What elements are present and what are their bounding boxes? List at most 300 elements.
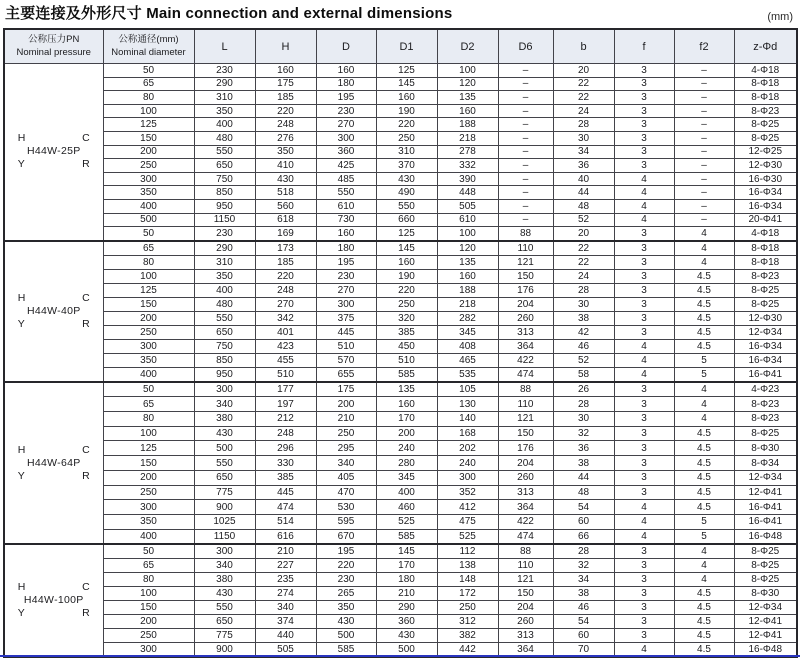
value-cell: 8-Φ30 <box>734 441 797 456</box>
value-cell: 775 <box>194 629 255 643</box>
value-cell: 200 <box>376 426 437 441</box>
value-cell: 500 <box>316 629 376 643</box>
header-nominal-diameter-en: Nominal diameter <box>111 46 186 58</box>
diameter-cell: 125 <box>103 118 194 132</box>
value-cell: 3 <box>614 456 674 471</box>
value-cell: 270 <box>316 118 376 132</box>
value-cell: 530 <box>316 500 376 515</box>
table-row <box>4 441 797 456</box>
diameter-cell: 400 <box>103 367 194 382</box>
value-cell: 30 <box>553 131 614 145</box>
group-label-line: H C <box>17 132 90 145</box>
value-cell: 8-Φ23 <box>734 269 797 283</box>
value-cell: 385 <box>376 325 437 339</box>
value-cell: 66 <box>553 529 614 544</box>
value-cell: 4 <box>674 412 734 427</box>
diameter-cell: 250 <box>103 629 194 643</box>
value-cell: 340 <box>316 456 376 471</box>
value-cell: 160 <box>437 104 498 118</box>
value-cell: 332 <box>437 159 498 173</box>
table-row <box>4 64 797 78</box>
value-cell: – <box>498 186 553 200</box>
value-cell: 16-Φ41 <box>734 514 797 529</box>
value-cell: 340 <box>194 559 255 573</box>
value-cell: 138 <box>437 559 498 573</box>
value-cell: 4.5 <box>674 587 734 601</box>
value-cell: 260 <box>498 470 553 485</box>
value-cell: 148 <box>437 573 498 587</box>
value-cell: 265 <box>316 587 376 601</box>
value-cell: 4.5 <box>674 629 734 643</box>
value-cell: 145 <box>376 241 437 256</box>
value-cell: 52 <box>553 353 614 367</box>
value-cell: 400 <box>194 118 255 132</box>
value-cell: 204 <box>498 601 553 615</box>
group-label-line: H44W-40P <box>26 304 81 317</box>
value-cell: 218 <box>437 297 498 311</box>
header-nominal-pressure <box>4 29 103 64</box>
value-cell: 3 <box>614 426 674 441</box>
value-cell: 3 <box>614 77 674 91</box>
value-cell: – <box>498 199 553 213</box>
value-cell: 12-Φ41 <box>734 615 797 629</box>
value-cell: 220 <box>255 104 316 118</box>
value-cell: 500 <box>194 441 255 456</box>
value-cell: 195 <box>316 91 376 105</box>
value-cell: 374 <box>255 615 316 629</box>
col-header-L: L <box>194 29 255 64</box>
value-cell: 3 <box>614 601 674 615</box>
page-title-en: Main connection and external dimensions <box>146 5 453 22</box>
value-cell: 190 <box>376 269 437 283</box>
value-cell: 4-Φ18 <box>734 64 797 78</box>
table-row <box>4 145 797 159</box>
value-cell: 16-Φ41 <box>734 367 797 382</box>
table-row <box>4 500 797 515</box>
value-cell: 660 <box>376 213 437 227</box>
value-cell: – <box>674 186 734 200</box>
value-cell: 177 <box>255 382 316 397</box>
value-cell: 120 <box>437 77 498 91</box>
value-cell: 3 <box>614 241 674 256</box>
value-cell: 3 <box>614 269 674 283</box>
value-cell: – <box>674 159 734 173</box>
value-cell: 220 <box>376 283 437 297</box>
value-cell: 180 <box>376 573 437 587</box>
value-cell: 3 <box>614 91 674 105</box>
value-cell: 370 <box>376 159 437 173</box>
value-cell: 44 <box>553 470 614 485</box>
value-cell: 650 <box>194 470 255 485</box>
value-cell: 313 <box>498 485 553 500</box>
value-cell: 510 <box>376 353 437 367</box>
value-cell: 274 <box>255 587 316 601</box>
value-cell: 4 <box>674 573 734 587</box>
value-cell: 28 <box>553 118 614 132</box>
header-row <box>4 29 797 64</box>
value-cell: 250 <box>437 601 498 615</box>
value-cell: 220 <box>255 269 316 283</box>
value-cell: 505 <box>437 199 498 213</box>
table-row <box>4 186 797 200</box>
value-cell: 340 <box>194 397 255 412</box>
value-cell: 190 <box>376 104 437 118</box>
table-row <box>4 104 797 118</box>
value-cell: 3 <box>614 118 674 132</box>
value-cell: 470 <box>316 485 376 500</box>
value-cell: 176 <box>498 441 553 456</box>
table-row <box>4 456 797 471</box>
value-cell: 408 <box>437 339 498 353</box>
value-cell: – <box>498 159 553 173</box>
value-cell: 212 <box>255 412 316 427</box>
value-cell: 4 <box>674 382 734 397</box>
value-cell: 4.5 <box>674 311 734 325</box>
col-header-D1: D1 <box>376 29 437 64</box>
pressure-group-label-H44W-64P <box>4 382 103 545</box>
value-cell: 400 <box>376 485 437 500</box>
diameter-cell: 125 <box>103 283 194 297</box>
value-cell: 12-Φ41 <box>734 485 797 500</box>
value-cell: 480 <box>194 131 255 145</box>
value-cell: 5 <box>674 367 734 382</box>
value-cell: 430 <box>376 629 437 643</box>
value-cell: 475 <box>437 514 498 529</box>
diameter-cell: 300 <box>103 500 194 515</box>
value-cell: 88 <box>498 382 553 397</box>
group-label-line: H44W-100P <box>23 594 84 607</box>
value-cell: 364 <box>498 643 553 658</box>
value-cell: 120 <box>437 241 498 256</box>
value-cell: 400 <box>194 283 255 297</box>
value-cell: 474 <box>255 500 316 515</box>
title-bar <box>5 2 795 23</box>
value-cell: 4 <box>614 172 674 186</box>
value-cell: 12-Φ34 <box>734 601 797 615</box>
value-cell: 850 <box>194 353 255 367</box>
value-cell: 4.5 <box>674 426 734 441</box>
value-cell: 121 <box>498 255 553 269</box>
table-row <box>4 172 797 186</box>
value-cell: 340 <box>255 601 316 615</box>
col-header-f2: f2 <box>674 29 734 64</box>
value-cell: 850 <box>194 186 255 200</box>
value-cell: 585 <box>316 643 376 658</box>
table-row <box>4 297 797 311</box>
value-cell: 100 <box>437 64 498 78</box>
value-cell: 385 <box>255 470 316 485</box>
value-cell: 312 <box>437 615 498 629</box>
value-cell: 105 <box>437 382 498 397</box>
value-cell: 4 <box>674 559 734 573</box>
value-cell: 585 <box>376 367 437 382</box>
value-cell: 430 <box>194 587 255 601</box>
pressure-group-label-H44W-100P <box>4 544 103 657</box>
table-row <box>4 397 797 412</box>
value-cell: 510 <box>316 339 376 353</box>
diameter-cell: 100 <box>103 587 194 601</box>
value-cell: 4 <box>614 367 674 382</box>
table-row <box>4 77 797 91</box>
value-cell: 160 <box>255 64 316 78</box>
value-cell: 227 <box>255 559 316 573</box>
value-cell: 150 <box>498 426 553 441</box>
table-row <box>4 514 797 529</box>
value-cell: – <box>674 77 734 91</box>
diameter-cell: 80 <box>103 412 194 427</box>
diameter-cell: 150 <box>103 297 194 311</box>
value-cell: 48 <box>553 485 614 500</box>
diameter-cell: 300 <box>103 643 194 658</box>
table-row <box>4 199 797 213</box>
value-cell: 54 <box>553 615 614 629</box>
value-cell: 8-Φ25 <box>734 544 797 559</box>
value-cell: 4.5 <box>674 269 734 283</box>
value-cell: 8-Φ23 <box>734 412 797 427</box>
value-cell: 300 <box>194 544 255 559</box>
value-cell: – <box>674 199 734 213</box>
value-cell: 270 <box>255 297 316 311</box>
value-cell: 16-Φ48 <box>734 529 797 544</box>
value-cell: 180 <box>316 241 376 256</box>
value-cell: 8-Φ18 <box>734 77 797 91</box>
value-cell: 250 <box>376 297 437 311</box>
value-cell: 230 <box>194 227 255 241</box>
value-cell: 204 <box>498 297 553 311</box>
value-cell: – <box>674 91 734 105</box>
value-cell: 430 <box>255 172 316 186</box>
table-row <box>4 118 797 132</box>
value-cell: – <box>674 145 734 159</box>
table-row <box>4 213 797 227</box>
diameter-cell: 80 <box>103 91 194 105</box>
value-cell: 270 <box>316 283 376 297</box>
value-cell: 8-Φ34 <box>734 456 797 471</box>
value-cell: 4 <box>614 643 674 658</box>
value-cell: 112 <box>437 544 498 559</box>
value-cell: 650 <box>194 325 255 339</box>
value-cell: 135 <box>437 91 498 105</box>
value-cell: 4 <box>674 241 734 256</box>
value-cell: 618 <box>255 213 316 227</box>
table-row <box>4 367 797 382</box>
diameter-cell: 200 <box>103 615 194 629</box>
value-cell: 185 <box>255 91 316 105</box>
value-cell: 4 <box>614 514 674 529</box>
value-cell: 3 <box>614 412 674 427</box>
value-cell: 230 <box>316 104 376 118</box>
value-cell: 3 <box>614 397 674 412</box>
value-cell: 350 <box>194 269 255 283</box>
value-cell: 160 <box>376 255 437 269</box>
value-cell: 30 <box>553 297 614 311</box>
group-label-line: H C <box>17 581 90 594</box>
value-cell: 28 <box>553 283 614 297</box>
value-cell: 310 <box>194 255 255 269</box>
diameter-cell: 65 <box>103 241 194 256</box>
group-label-line: Y R <box>17 469 90 482</box>
value-cell: 490 <box>376 186 437 200</box>
value-cell: 4 <box>674 544 734 559</box>
value-cell: 440 <box>255 629 316 643</box>
diameter-cell: 100 <box>103 426 194 441</box>
value-cell: 121 <box>498 412 553 427</box>
value-cell: 16-Φ41 <box>734 500 797 515</box>
value-cell: 176 <box>498 283 553 297</box>
value-cell: 4.5 <box>674 456 734 471</box>
value-cell: 248 <box>255 118 316 132</box>
value-cell: 135 <box>376 382 437 397</box>
dimensions-table <box>3 28 798 658</box>
value-cell: 1150 <box>194 529 255 544</box>
value-cell: 550 <box>316 186 376 200</box>
value-cell: 4 <box>614 213 674 227</box>
value-cell: 38 <box>553 587 614 601</box>
value-cell: 422 <box>498 353 553 367</box>
diameter-cell: 50 <box>103 382 194 397</box>
value-cell: 195 <box>316 255 376 269</box>
value-cell: 8-Φ23 <box>734 104 797 118</box>
diameter-cell: 350 <box>103 353 194 367</box>
diameter-cell: 50 <box>103 64 194 78</box>
table-row <box>4 629 797 643</box>
value-cell: 570 <box>316 353 376 367</box>
diameter-cell: 500 <box>103 213 194 227</box>
value-cell: 38 <box>553 456 614 471</box>
value-cell: 296 <box>255 441 316 456</box>
col-header-z-d: z-Φd <box>734 29 797 64</box>
value-cell: 145 <box>376 77 437 91</box>
value-cell: 248 <box>255 283 316 297</box>
value-cell: 22 <box>553 255 614 269</box>
value-cell: 220 <box>376 118 437 132</box>
value-cell: 110 <box>498 397 553 412</box>
value-cell: 3 <box>614 255 674 269</box>
diameter-cell: 100 <box>103 269 194 283</box>
diameter-cell: 200 <box>103 470 194 485</box>
value-cell: 4.5 <box>674 470 734 485</box>
unit-label: (mm) <box>767 11 793 23</box>
value-cell: 750 <box>194 172 255 186</box>
value-cell: 610 <box>316 199 376 213</box>
value-cell: – <box>674 64 734 78</box>
value-cell: 8-Φ23 <box>734 397 797 412</box>
value-cell: 54 <box>553 500 614 515</box>
value-cell: 4 <box>674 227 734 241</box>
value-cell: 3 <box>614 441 674 456</box>
value-cell: 320 <box>376 311 437 325</box>
value-cell: 280 <box>376 456 437 471</box>
header-nominal-diameter-zh: 公称通径(mm) <box>118 34 179 46</box>
value-cell: 430 <box>194 426 255 441</box>
table-row <box>4 91 797 105</box>
value-cell: – <box>498 104 553 118</box>
diameter-cell: 150 <box>103 456 194 471</box>
value-cell: 3 <box>614 470 674 485</box>
value-cell: 235 <box>255 573 316 587</box>
value-cell: 465 <box>437 353 498 367</box>
value-cell: 401 <box>255 325 316 339</box>
value-cell: 130 <box>437 397 498 412</box>
value-cell: 38 <box>553 311 614 325</box>
value-cell: 390 <box>437 172 498 186</box>
diameter-cell: 150 <box>103 601 194 615</box>
table-row <box>4 241 797 256</box>
value-cell: 12-Φ30 <box>734 311 797 325</box>
value-cell: 52 <box>553 213 614 227</box>
value-cell: 4.5 <box>674 339 734 353</box>
table-row <box>4 255 797 269</box>
value-cell: 135 <box>437 255 498 269</box>
value-cell: 775 <box>194 485 255 500</box>
value-cell: 300 <box>194 382 255 397</box>
value-cell: 3 <box>614 131 674 145</box>
value-cell: – <box>498 172 553 186</box>
value-cell: 300 <box>316 297 376 311</box>
value-cell: 350 <box>255 145 316 159</box>
group-label-line: Y R <box>17 317 90 330</box>
value-cell: 8-Φ25 <box>734 118 797 132</box>
page-title <box>5 2 452 23</box>
value-cell: 3 <box>614 325 674 339</box>
value-cell: 3 <box>614 297 674 311</box>
table-row <box>4 412 797 427</box>
value-cell: 240 <box>437 456 498 471</box>
diameter-cell: 350 <box>103 186 194 200</box>
value-cell: 88 <box>498 544 553 559</box>
value-cell: 480 <box>194 297 255 311</box>
value-cell: 4.5 <box>674 325 734 339</box>
value-cell: 442 <box>437 643 498 658</box>
table-row <box>4 227 797 241</box>
value-cell: 8-Φ30 <box>734 587 797 601</box>
diameter-cell: 80 <box>103 255 194 269</box>
value-cell: 610 <box>437 213 498 227</box>
value-cell: – <box>674 213 734 227</box>
value-cell: 448 <box>437 186 498 200</box>
value-cell: 3 <box>614 573 674 587</box>
value-cell: 230 <box>194 64 255 78</box>
value-cell: 169 <box>255 227 316 241</box>
value-cell: 188 <box>437 118 498 132</box>
value-cell: 3 <box>614 104 674 118</box>
value-cell: 230 <box>316 573 376 587</box>
value-cell: 1150 <box>194 213 255 227</box>
diameter-cell: 250 <box>103 159 194 173</box>
table-row <box>4 131 797 145</box>
value-cell: 4.5 <box>674 643 734 658</box>
value-cell: 295 <box>316 441 376 456</box>
value-cell: 595 <box>316 514 376 529</box>
value-cell: 313 <box>498 629 553 643</box>
value-cell: 8-Φ25 <box>734 131 797 145</box>
value-cell: 145 <box>376 544 437 559</box>
diameter-cell: 50 <box>103 544 194 559</box>
diameter-cell: 400 <box>103 199 194 213</box>
value-cell: 46 <box>553 339 614 353</box>
value-cell: 125 <box>376 64 437 78</box>
group-label-line: Y R <box>17 158 90 171</box>
diameter-cell: 80 <box>103 573 194 587</box>
value-cell: 460 <box>376 500 437 515</box>
table-row <box>4 269 797 283</box>
value-cell: 8-Φ18 <box>734 241 797 256</box>
value-cell: 160 <box>437 269 498 283</box>
value-cell: 248 <box>255 426 316 441</box>
value-cell: 900 <box>194 500 255 515</box>
diameter-cell: 200 <box>103 145 194 159</box>
table-row <box>4 353 797 367</box>
